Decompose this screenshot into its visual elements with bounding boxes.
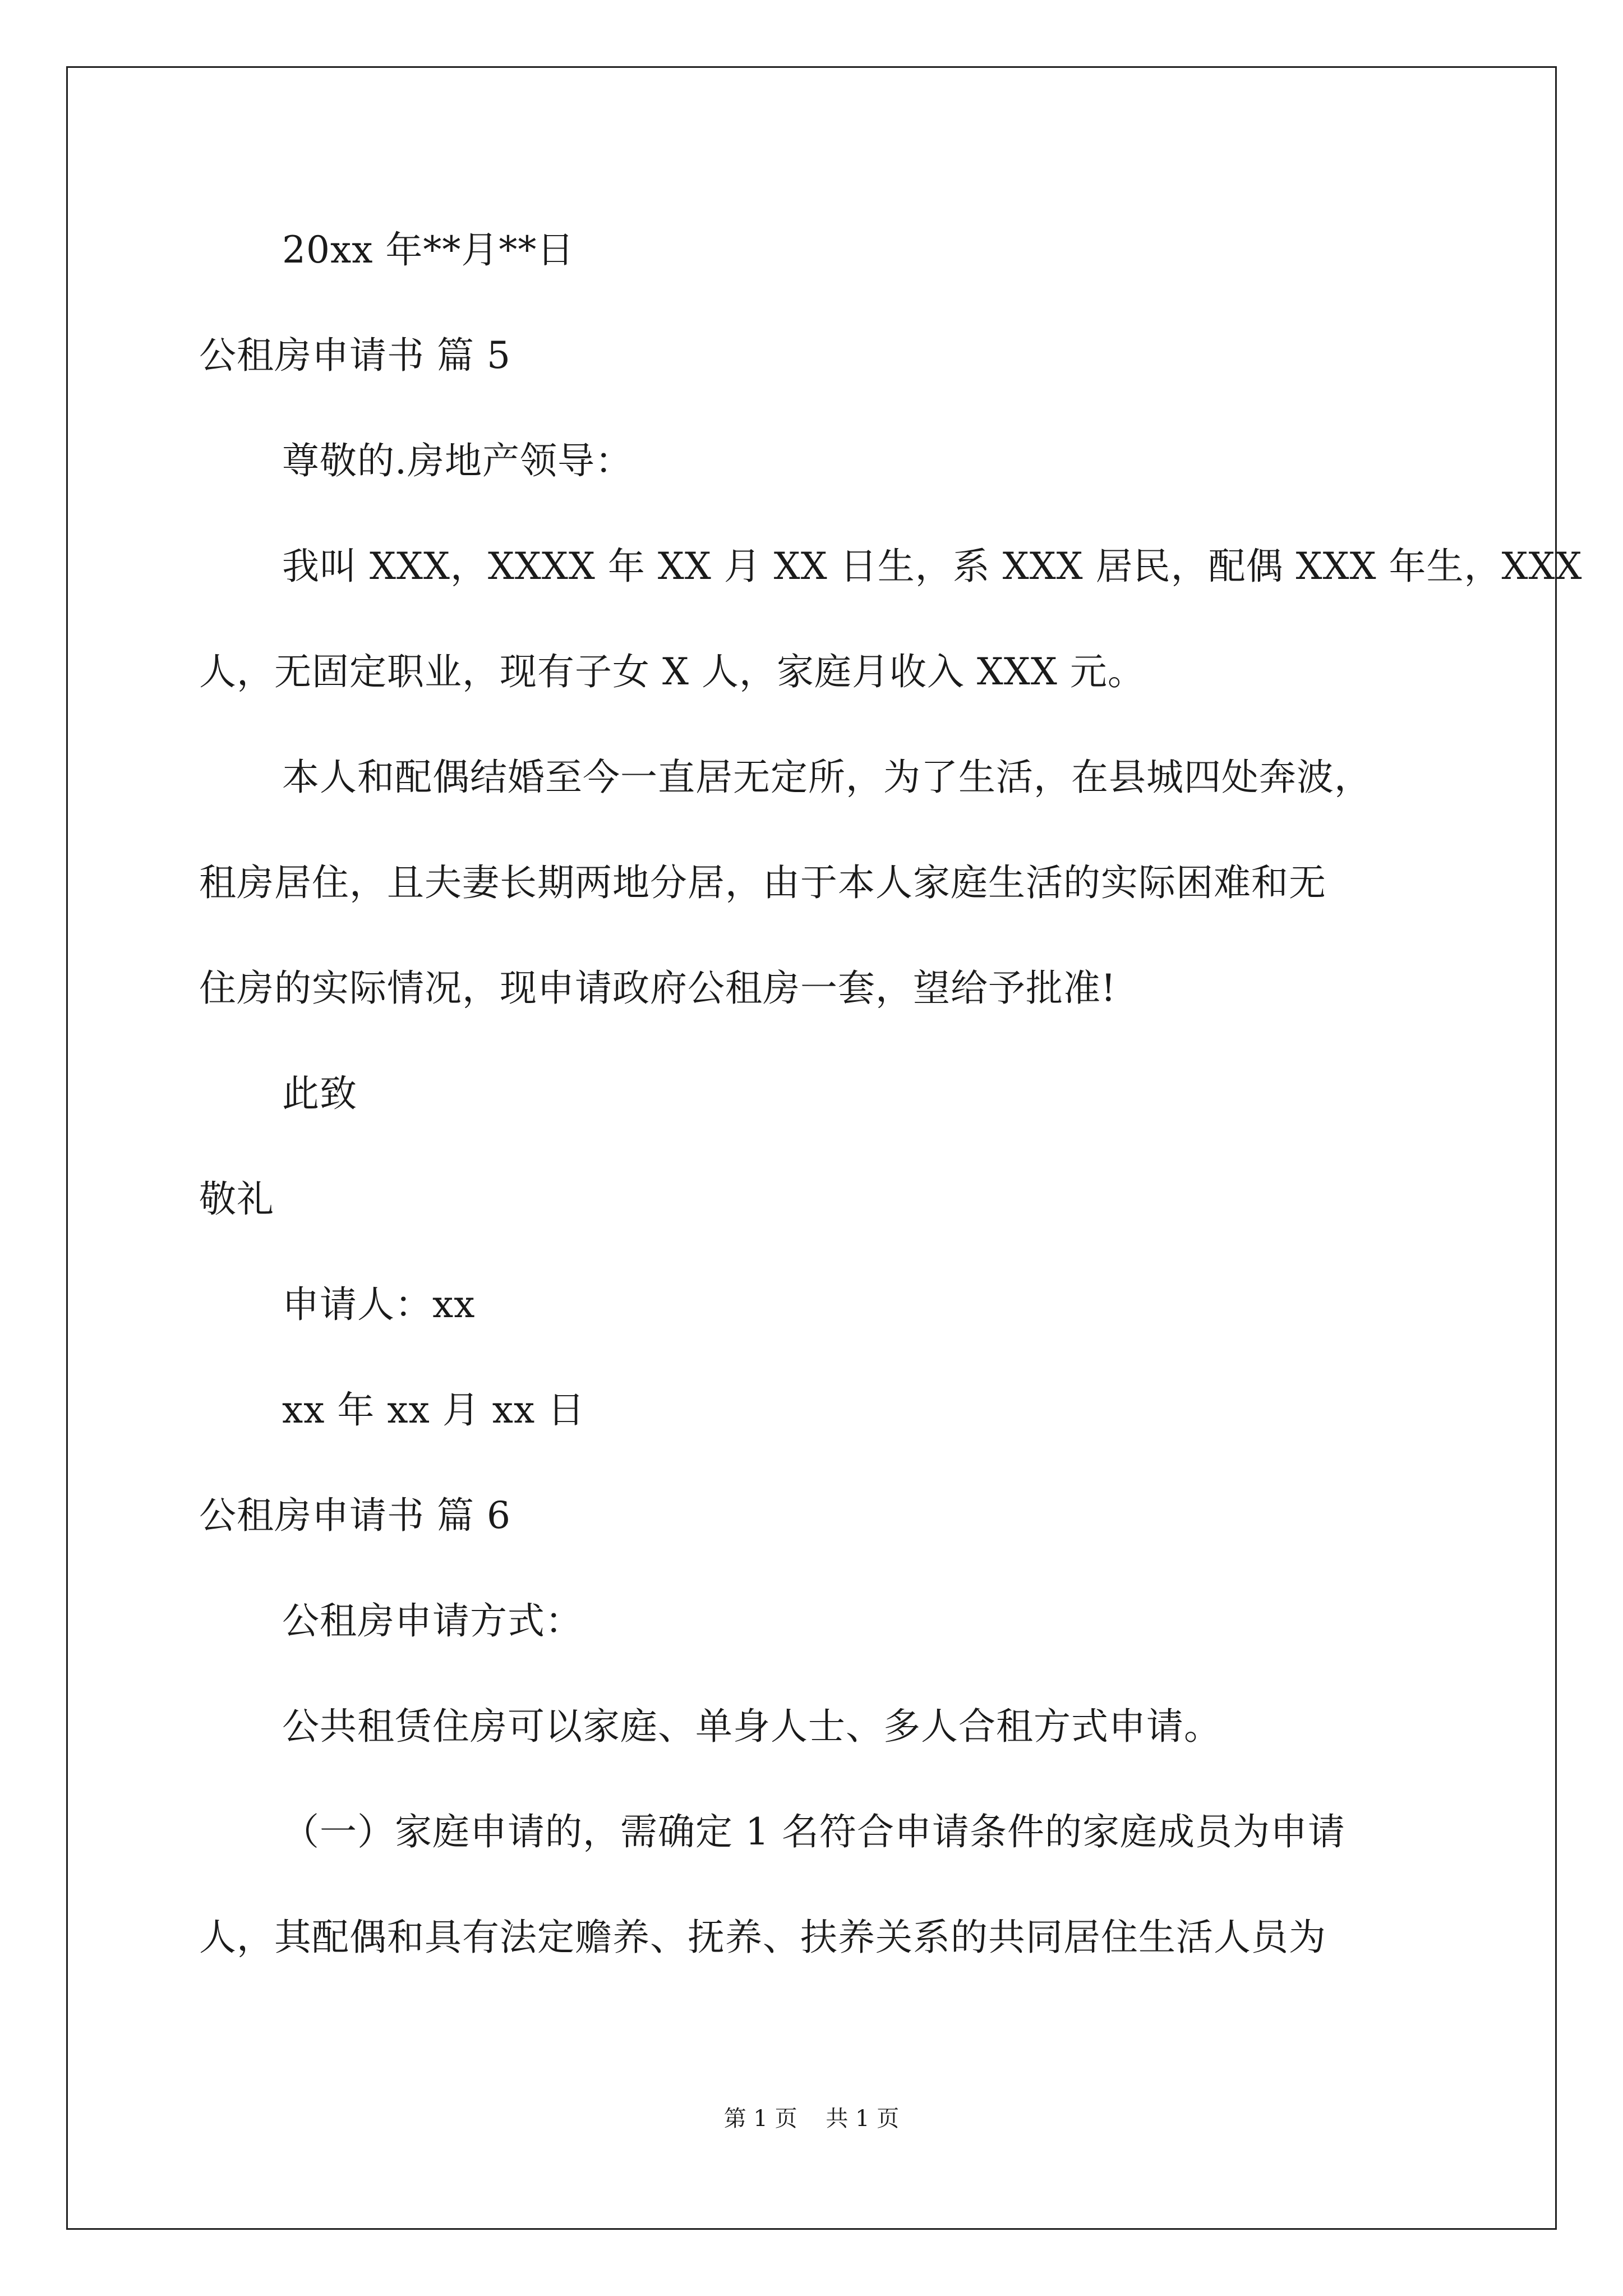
text-line: 此致 xyxy=(282,1072,357,1115)
text-line: 本人和配偶结婚至今一直居无定所，为了生活，在县城四处奔波， xyxy=(282,756,1372,799)
text-line: 租房居住，且夫妻长期两地分居，由于本人家庭生活的实际困难和无 xyxy=(199,861,1326,904)
document-body xyxy=(199,213,1583,2006)
text-line: 20xx 年**月**日 xyxy=(282,228,575,272)
section-heading: 公租房申请书 篇 5 xyxy=(199,334,511,377)
text-line: xx 年 xx 月 xx 日 xyxy=(282,1388,585,1432)
text-line: 公共租赁住房可以家庭、单身人士、多人合租方式申请。 xyxy=(282,1705,1221,1748)
text-line: 公租房申请方式： xyxy=(282,1599,583,1642)
text-line: （一）家庭申请的，需确定 1 名符合申请条件的家庭成员为申请 xyxy=(282,1810,1345,1853)
text-line: 人，其配偶和具有法定赡养、抚养、扶养关系的共同居住生活人员为 xyxy=(199,1916,1326,1959)
text-line: 住房的实际情况，现申请政府公租房一套，望给予批准! xyxy=(199,967,1117,1010)
text-line: 申请人：xx xyxy=(282,1283,476,1326)
page-footer: 第 1 页 共 1 页 xyxy=(723,2106,900,2132)
text-line: 我叫 XXX，XXXX 年 XX 月 XX 日生，系 XXX 居民，配偶 XXX 年生，XXX xyxy=(282,545,1583,588)
section-heading: 公租房申请书 篇 6 xyxy=(199,1494,511,1537)
text-line: 敬礼 xyxy=(199,1177,274,1221)
text-line: 尊敬的.房地产领导： xyxy=(282,439,633,482)
text-line: 人，无固定职业，现有子女 X 人，家庭月收入 XXX 元。 xyxy=(199,650,1145,693)
